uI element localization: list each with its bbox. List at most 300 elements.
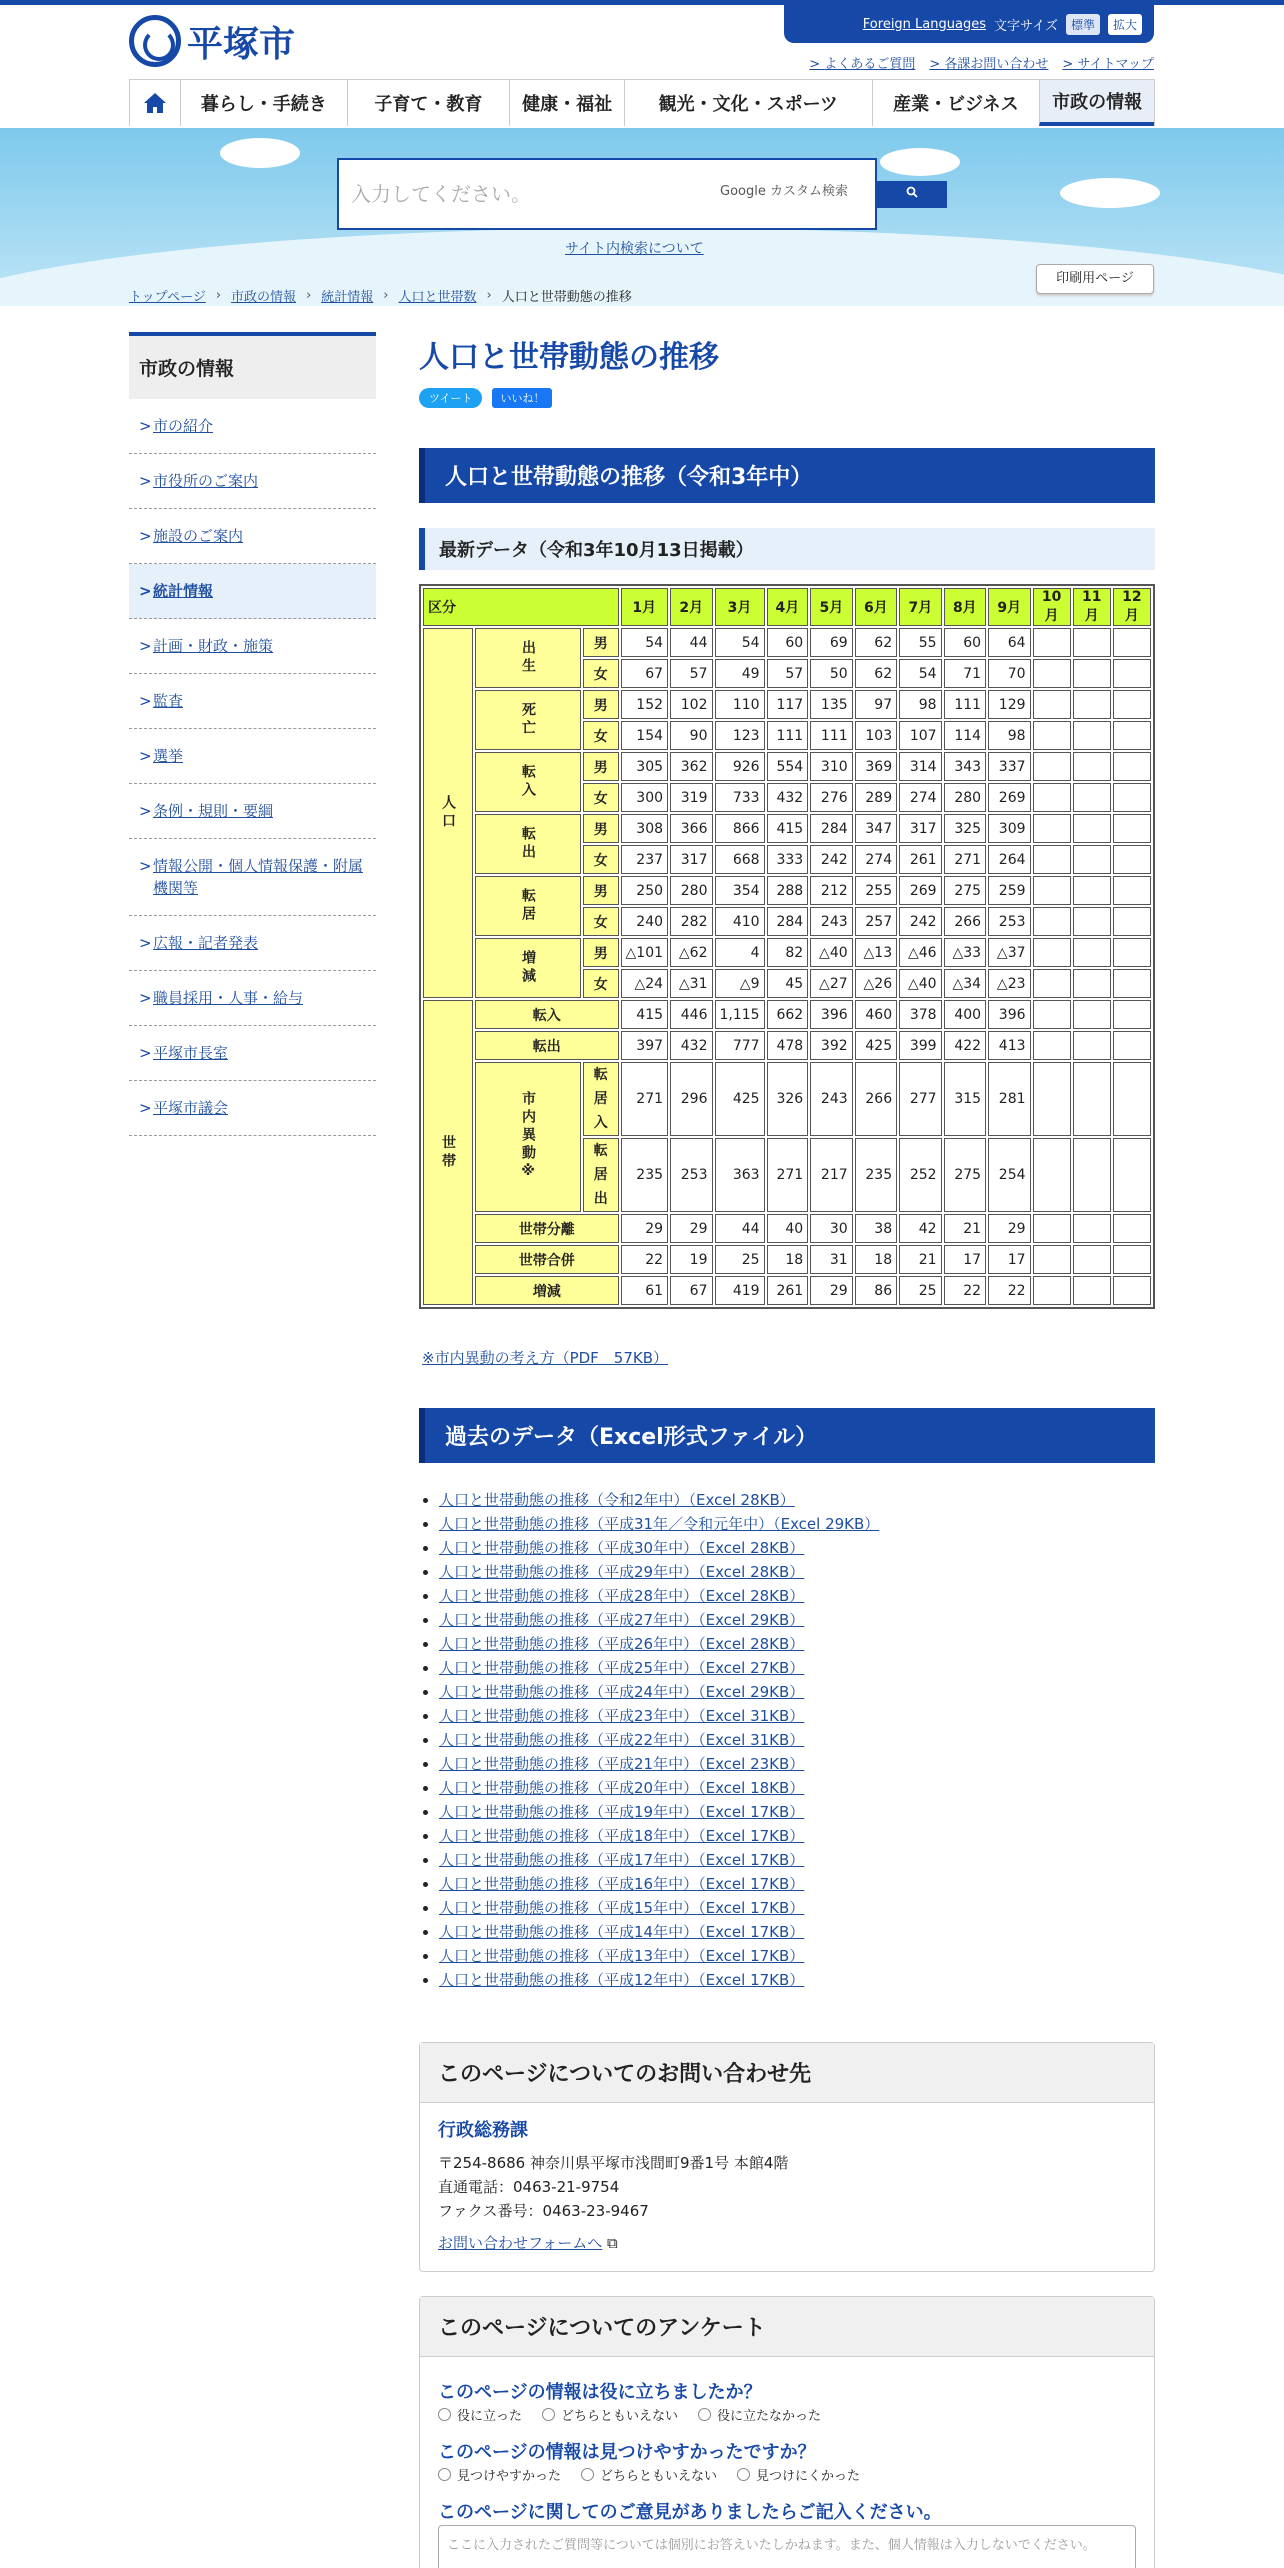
sidebar-item[interactable] <box>129 839 376 916</box>
table-header: 市内異動※ <box>475 1062 581 1212</box>
table-cell: 57 <box>670 659 712 688</box>
table-cell: △23 <box>988 969 1030 998</box>
table-cell <box>1113 907 1151 936</box>
table-cell: 62 <box>855 628 897 657</box>
excel-link[interactable]: 人口と世帯動態の推移（平成16年中）（Excel 17KB） <box>439 1875 805 1893</box>
table-header: 11月 <box>1073 588 1111 626</box>
nav-city-info[interactable]: 市政の情報 <box>1039 80 1154 126</box>
table-cell: 866 <box>715 814 765 843</box>
table-row <box>423 1000 1151 1029</box>
excel-link[interactable]: 人口と世帯動態の推移（平成22年中）（Excel 31KB） <box>439 1731 805 1749</box>
table-cell: 82 <box>767 938 809 967</box>
table-header: 世帯 <box>423 1000 473 1305</box>
table-cell <box>1033 690 1071 719</box>
table-cell <box>1033 1245 1071 1274</box>
table-cell: 399 <box>899 1031 941 1060</box>
contact-form-link[interactable]: お問い合わせフォームへ <box>438 2234 603 2252</box>
nav-health[interactable]: 健康・福祉 <box>509 80 624 126</box>
table-cell: 317 <box>670 845 712 874</box>
sidebar-item-label[interactable]: 計画・財政・施策 <box>153 637 274 655</box>
table-cell: 31 <box>810 1245 852 1274</box>
table-cell: 250 <box>621 876 669 905</box>
sidebar-item[interactable] <box>129 399 376 454</box>
table-cell <box>1073 1276 1111 1305</box>
table-cell <box>1073 1062 1111 1136</box>
sidebar-item[interactable] <box>129 1026 376 1081</box>
excel-link[interactable]: 人口と世帯動態の推移（平成18年中）（Excel 17KB） <box>439 1827 805 1845</box>
like-button[interactable]: いいね！ <box>492 388 552 408</box>
sidebar-item-label[interactable]: 監査 <box>153 692 184 710</box>
table-cell: 369 <box>855 752 897 781</box>
table-header: 男 <box>583 752 619 781</box>
table-header: 増減 <box>475 938 581 998</box>
sidebar-item[interactable] <box>129 784 376 839</box>
excel-link[interactable]: 人口と世帯動態の推移（平成17年中）（Excel 17KB） <box>439 1851 805 1869</box>
utility-tab <box>784 5 1154 43</box>
table-cell: 554 <box>767 752 809 781</box>
table-header: 世帯分離 <box>475 1214 619 1243</box>
table-cell: 29 <box>988 1214 1030 1243</box>
sidebar-item-label[interactable]: 平塚市議会 <box>153 1099 229 1117</box>
table-cell: 422 <box>944 1031 986 1060</box>
list-item <box>439 1728 1155 1752</box>
table-cell: 19 <box>670 1245 712 1274</box>
table-cell: 243 <box>810 907 852 936</box>
table-cell <box>1073 845 1111 874</box>
excel-link[interactable]: 人口と世帯動態の推移（平成31年／令和元年中）（Excel 29KB） <box>439 1515 880 1533</box>
table-cell: 354 <box>715 876 765 905</box>
list-item <box>439 1848 1155 1872</box>
table-header: 女 <box>583 845 619 874</box>
survey-title: このページについてのアンケート <box>420 2297 1154 2357</box>
table-header: 2月 <box>670 588 712 626</box>
table-header: 男 <box>583 690 619 719</box>
table-cell <box>1033 1276 1071 1305</box>
sidebar-item[interactable] <box>129 564 376 619</box>
table-header: 3月 <box>715 588 765 626</box>
table-cell: 18 <box>855 1245 897 1274</box>
sidebar-item-label[interactable]: 統計情報 <box>153 582 214 600</box>
table-header: 1月 <box>621 588 669 626</box>
table-cell: 255 <box>855 876 897 905</box>
font-large-button[interactable]: 拡大 <box>1108 14 1142 35</box>
table-cell: 98 <box>899 690 941 719</box>
nav-industry[interactable]: 産業・ビジネス <box>872 80 1040 126</box>
sidebar-item[interactable] <box>129 1081 376 1136</box>
table-cell: 274 <box>855 845 897 874</box>
table-cell: △9 <box>715 969 765 998</box>
list-item <box>439 1488 1155 1512</box>
table-header: 8月 <box>944 588 986 626</box>
table-row <box>423 876 1151 905</box>
survey-q2-options <box>438 2465 1136 2489</box>
list-item <box>439 1800 1155 1824</box>
table-cell: 425 <box>715 1062 765 1136</box>
table-header: 男 <box>583 814 619 843</box>
table-row <box>423 1062 1151 1136</box>
table-cell <box>1073 1000 1111 1029</box>
table-cell: 69 <box>810 628 852 657</box>
table-cell: 314 <box>899 752 941 781</box>
table-cell: 110 <box>715 690 765 719</box>
excel-link[interactable]: 人口と世帯動態の推移（令和2年中）（Excel 28KB） <box>439 1491 795 1509</box>
table-cell <box>1113 1138 1151 1212</box>
table-cell: 123 <box>715 721 765 750</box>
sidebar <box>129 332 376 1136</box>
table-cell: 378 <box>899 1000 941 1029</box>
sidebar-item-label[interactable]: 市の紹介 <box>153 417 214 435</box>
table-cell: 45 <box>767 969 809 998</box>
table-cell <box>1073 721 1111 750</box>
table-cell: 22 <box>944 1276 986 1305</box>
excel-link[interactable]: 人口と世帯動態の推移（平成15年中）（Excel 17KB） <box>439 1899 805 1917</box>
search-help-link[interactable]: サイト内検索について <box>565 241 704 257</box>
table-cell <box>1073 1138 1111 1212</box>
table-cell: 254 <box>988 1138 1030 1212</box>
sidebar-item[interactable] <box>129 916 376 971</box>
table-cell: 29 <box>621 1214 669 1243</box>
table-cell: 277 <box>899 1062 941 1136</box>
contact-address: 〒254-8686 神奈川県平塚市浅間町9番1号 本館4階 <box>438 2154 789 2172</box>
breadcrumb <box>129 286 632 305</box>
table-cell: 289 <box>855 783 897 812</box>
contact-title: このページについてのお問い合わせ先 <box>420 2043 1154 2103</box>
tweet-button[interactable]: ツイート <box>419 388 482 408</box>
table-cell <box>1113 969 1151 998</box>
table-cell: 276 <box>810 783 852 812</box>
table-cell: 478 <box>767 1031 809 1060</box>
table-cell <box>1073 628 1111 657</box>
site-logo[interactable] <box>129 15 295 67</box>
table-header: 7月 <box>899 588 941 626</box>
table-cell: △26 <box>855 969 897 998</box>
external-window-icon: ⧉ <box>607 2234 618 2252</box>
table-cell: △24 <box>621 969 669 998</box>
table-cell: 288 <box>767 876 809 905</box>
table-cell: △27 <box>810 969 852 998</box>
list-item <box>439 1536 1155 1560</box>
excel-link[interactable]: 人口と世帯動態の推移（平成21年中）（Excel 23KB） <box>439 1755 805 1773</box>
table-cell: 60 <box>944 628 986 657</box>
table-cell: 21 <box>899 1245 941 1274</box>
table-cell <box>1113 938 1151 967</box>
table-cell <box>1033 1138 1071 1212</box>
table-cell: 415 <box>767 814 809 843</box>
excel-link[interactable]: 人口と世帯動態の推移（平成24年中）（Excel 29KB） <box>439 1683 805 1701</box>
sidebar-item[interactable] <box>129 509 376 564</box>
sidebar-item-label[interactable]: 情報公開・個人情報保護・附属機関等 <box>153 857 364 897</box>
sidebar-item-label[interactable]: 条例・規則・要綱 <box>153 802 274 820</box>
page-title: 人口と世帯動態の推移 <box>419 340 719 375</box>
section-heading-current: 人口と世帯動態の推移（令和3年中） <box>419 448 1155 503</box>
table-cell: 212 <box>810 876 852 905</box>
table-cell: 22 <box>988 1276 1030 1305</box>
font-size-label: 文字サイズ <box>994 18 1058 34</box>
table-cell: 61 <box>621 1276 669 1305</box>
search-input[interactable]: 入力してください。 <box>337 158 877 230</box>
table-cell: △13 <box>855 938 897 967</box>
table-cell: 240 <box>621 907 669 936</box>
table-cell: 154 <box>621 721 669 750</box>
table-cell: 275 <box>944 876 986 905</box>
search-button[interactable] <box>877 181 947 208</box>
breadcrumb-population[interactable]: 人口と世帯数 <box>398 290 477 305</box>
table-cell: 102 <box>670 690 712 719</box>
sidebar-item-label[interactable]: 平塚市長室 <box>153 1044 229 1062</box>
sidebar-item-label[interactable]: 施設のご案内 <box>153 527 244 545</box>
table-cell: 392 <box>810 1031 852 1060</box>
table-cell: 777 <box>715 1031 765 1060</box>
table-cell: 38 <box>855 1214 897 1243</box>
sidebar-item[interactable] <box>129 971 376 1026</box>
list-item <box>439 1560 1155 1584</box>
table-cell: 266 <box>944 907 986 936</box>
radio-easy[interactable]: 見つけやすかった <box>438 2465 561 2489</box>
table-header: 4月 <box>767 588 809 626</box>
table-cell: 97 <box>855 690 897 719</box>
table-cell <box>1073 752 1111 781</box>
search-icon <box>906 186 918 198</box>
table-cell: 397 <box>621 1031 669 1060</box>
table-cell: 111 <box>810 721 852 750</box>
table-cell: 317 <box>899 814 941 843</box>
list-item <box>439 1944 1155 1968</box>
table-cell: 366 <box>670 814 712 843</box>
table-cell: 64 <box>988 628 1030 657</box>
excel-link[interactable]: 人口と世帯動態の推移（平成29年中）（Excel 28KB） <box>439 1563 805 1581</box>
table-cell: 319 <box>670 783 712 812</box>
cloud-decoration <box>220 138 300 168</box>
sidebar-item-label[interactable]: 選挙 <box>153 747 184 765</box>
table-header: 女 <box>583 659 619 688</box>
table-cell: 315 <box>944 1062 986 1136</box>
excel-link[interactable]: 人口と世帯動態の推移（平成12年中）（Excel 17KB） <box>439 1971 805 1989</box>
sidebar-item-label[interactable]: 広報・記者発表 <box>153 934 259 952</box>
breadcrumb-statistics[interactable]: 統計情報 <box>321 290 374 305</box>
list-item <box>439 1704 1155 1728</box>
table-header: 出生 <box>475 628 581 688</box>
table-cell <box>1113 1000 1151 1029</box>
table-row <box>423 628 1151 657</box>
search-brand: Google カスタム検索 <box>720 184 848 199</box>
faq-link[interactable]: > よくあるご質問 <box>809 53 915 72</box>
table-header: 男 <box>583 628 619 657</box>
table-cell <box>1033 845 1071 874</box>
table-cell: 242 <box>810 845 852 874</box>
sidebar-item[interactable] <box>129 729 376 784</box>
table-cell <box>1113 845 1151 874</box>
note-pdf-link[interactable]: ※市内異動の考え方（PDF 57KB） <box>422 1349 669 1367</box>
home-button[interactable] <box>130 80 180 126</box>
sitemap-link[interactable]: > サイトマップ <box>1062 53 1154 72</box>
radio-neutral-2[interactable]: どちらともいえない <box>581 2465 717 2489</box>
font-standard-button[interactable]: 標準 <box>1066 14 1100 35</box>
radio-hard[interactable]: 見つけにくかった <box>737 2465 860 2489</box>
population-table <box>419 584 1155 1309</box>
table-cell: 280 <box>670 876 712 905</box>
table-cell: 67 <box>670 1276 712 1305</box>
table-cell: △40 <box>810 938 852 967</box>
table-cell <box>1113 1245 1151 1274</box>
sidebar-item[interactable] <box>129 454 376 509</box>
excel-link[interactable]: 人口と世帯動態の推移（平成20年中）（Excel 18KB） <box>439 1779 805 1797</box>
sidebar-item[interactable] <box>129 674 376 729</box>
table-cell: 363 <box>715 1138 765 1212</box>
table-cell: 111 <box>944 690 986 719</box>
table-row <box>423 690 1151 719</box>
table-cell <box>1073 783 1111 812</box>
table-cell <box>1113 690 1151 719</box>
table-cell <box>1113 783 1151 812</box>
social-buttons <box>419 388 1155 408</box>
table-cell: 275 <box>944 1138 986 1212</box>
table-cell: 242 <box>899 907 941 936</box>
table-cell: 419 <box>715 1276 765 1305</box>
table-cell: 253 <box>670 1138 712 1212</box>
table-cell: 117 <box>767 690 809 719</box>
sidebar-item-label[interactable]: 市役所のご案内 <box>153 472 259 490</box>
excel-link[interactable]: 人口と世帯動態の推移（平成26年中）（Excel 28KB） <box>439 1635 805 1653</box>
table-cell <box>1033 907 1071 936</box>
list-item <box>439 1824 1155 1848</box>
table-cell: 413 <box>988 1031 1030 1060</box>
excel-link[interactable]: 人口と世帯動態の推移（平成14年中）（Excel 17KB） <box>439 1923 805 1941</box>
survey-q2: このページの情報は見つけやすかったですか？ <box>438 2442 816 2463</box>
contact-dept: 行政総務課 <box>438 2120 528 2141</box>
table-cell: 42 <box>899 1214 941 1243</box>
table-header: 人口 <box>423 628 473 998</box>
radio-neutral[interactable]: どちらともいえない <box>542 2405 678 2429</box>
home-icon <box>143 92 167 114</box>
table-cell: △34 <box>944 969 986 998</box>
foreign-languages-link[interactable]: Foreign Languages <box>862 16 986 32</box>
excel-link[interactable]: 人口と世帯動態の推移（平成25年中）（Excel 27KB） <box>439 1659 805 1677</box>
table-cell: 17 <box>988 1245 1030 1274</box>
cloud-decoration <box>880 148 960 176</box>
excel-link[interactable]: 人口と世帯動態の推移（平成27年中）（Excel 29KB） <box>439 1611 805 1629</box>
chevron-right-icon: › <box>486 288 492 303</box>
list-item <box>439 1896 1155 1920</box>
sidebar-item[interactable] <box>129 619 376 674</box>
table-header: 女 <box>583 969 619 998</box>
table-cell: 396 <box>988 1000 1030 1029</box>
excel-link[interactable]: 人口と世帯動態の推移（平成30年中）（Excel 28KB） <box>439 1539 805 1557</box>
table-cell: 281 <box>988 1062 1030 1136</box>
table-cell: 362 <box>670 752 712 781</box>
table-cell: 57 <box>767 659 809 688</box>
breadcrumb-city-info[interactable]: 市政の情報 <box>231 290 297 305</box>
excel-link[interactable]: 人口と世帯動態の推移（平成13年中）（Excel 17KB） <box>439 1947 805 1965</box>
table-cell: 22 <box>621 1245 669 1274</box>
global-nav <box>129 79 1155 126</box>
table-cell: 21 <box>944 1214 986 1243</box>
nav-living[interactable]: 暮らし・手続き <box>180 80 347 126</box>
radio-not-useful[interactable]: 役に立たなかった <box>698 2405 821 2429</box>
table-cell: 55 <box>899 628 941 657</box>
table-header: 転出 <box>475 1031 619 1060</box>
contact-fax: ファクス番号：0463-23-9467 <box>438 2202 649 2220</box>
table-row <box>423 588 1151 626</box>
radio-useful[interactable]: 役に立った <box>438 2405 522 2429</box>
table-cell: △31 <box>670 969 712 998</box>
table-cell <box>1113 752 1151 781</box>
contact-departments-link[interactable]: > 各課お問い合わせ <box>929 53 1048 72</box>
survey-q1: このページの情報は役に立ちましたか？ <box>438 2382 762 2403</box>
table-cell: 432 <box>670 1031 712 1060</box>
table-cell <box>1113 1062 1151 1136</box>
table-cell: 44 <box>715 1214 765 1243</box>
nav-childcare[interactable]: 子育て・教育 <box>347 80 510 126</box>
table-cell: 54 <box>715 628 765 657</box>
table-cell <box>1033 876 1071 905</box>
table-cell: △40 <box>899 969 941 998</box>
table-cell: △37 <box>988 938 1030 967</box>
table-header: 転居 <box>475 876 581 936</box>
table-row <box>423 1245 1151 1274</box>
table-row <box>423 1276 1151 1305</box>
table-cell: 17 <box>944 1245 986 1274</box>
list-item <box>439 1512 1155 1536</box>
table-cell: 347 <box>855 814 897 843</box>
table-cell: △33 <box>944 938 986 967</box>
table-cell <box>1113 1214 1151 1243</box>
table-cell: 111 <box>767 721 809 750</box>
table-cell: 271 <box>621 1062 669 1136</box>
table-cell: △46 <box>899 938 941 967</box>
breadcrumb-current: 人口と世帯動態の推移 <box>501 290 632 305</box>
table-cell: 60 <box>767 628 809 657</box>
excel-link[interactable]: 人口と世帯動態の推移（平成28年中）（Excel 28KB） <box>439 1587 805 1605</box>
table-cell: 29 <box>810 1276 852 1305</box>
table-row <box>423 1214 1151 1243</box>
table-cell <box>1113 628 1151 657</box>
table-cell: 49 <box>715 659 765 688</box>
excel-link[interactable]: 人口と世帯動態の推移（平成19年中）（Excel 17KB） <box>439 1803 805 1821</box>
table-cell: 325 <box>944 814 986 843</box>
table-cell: 129 <box>988 690 1030 719</box>
table-cell <box>1113 721 1151 750</box>
contact-box <box>419 2042 1155 2272</box>
table-header: 区分 <box>423 588 619 626</box>
table-row <box>423 814 1151 843</box>
sidebar-title: 市政の情報 <box>129 332 376 399</box>
table-cell: 152 <box>621 690 669 719</box>
table-row <box>423 938 1151 967</box>
table-header: 6月 <box>855 588 897 626</box>
list-item <box>439 1920 1155 1944</box>
excel-link[interactable]: 人口と世帯動態の推移（平成23年中）（Excel 31KB） <box>439 1707 805 1725</box>
table-header: 男 <box>583 876 619 905</box>
table-row <box>423 1031 1151 1060</box>
table-cell: 98 <box>988 721 1030 750</box>
nav-tourism[interactable]: 観光・文化・スポーツ <box>624 80 872 126</box>
breadcrumb-top[interactable]: トップページ <box>129 290 206 305</box>
table-cell: 135 <box>810 690 852 719</box>
sidebar-item-label[interactable]: 職員採用・人事・給与 <box>153 989 304 1007</box>
list-item <box>439 1776 1155 1800</box>
list-item <box>439 1872 1155 1896</box>
table-cell: 114 <box>944 721 986 750</box>
table-cell <box>1073 690 1111 719</box>
table-cell: 237 <box>621 845 669 874</box>
table-header: 12月 <box>1113 588 1151 626</box>
table-cell <box>1073 814 1111 843</box>
table-cell: 425 <box>855 1031 897 1060</box>
table-cell: 300 <box>621 783 669 812</box>
print-button[interactable]: 印刷用ページ <box>1036 264 1154 294</box>
table-cell <box>1073 969 1111 998</box>
comment-textarea[interactable]: ここに入力されたご質問等については個別にお答えいたしかねます。また、個人情報は入力しないでください。 <box>438 2525 1136 2568</box>
